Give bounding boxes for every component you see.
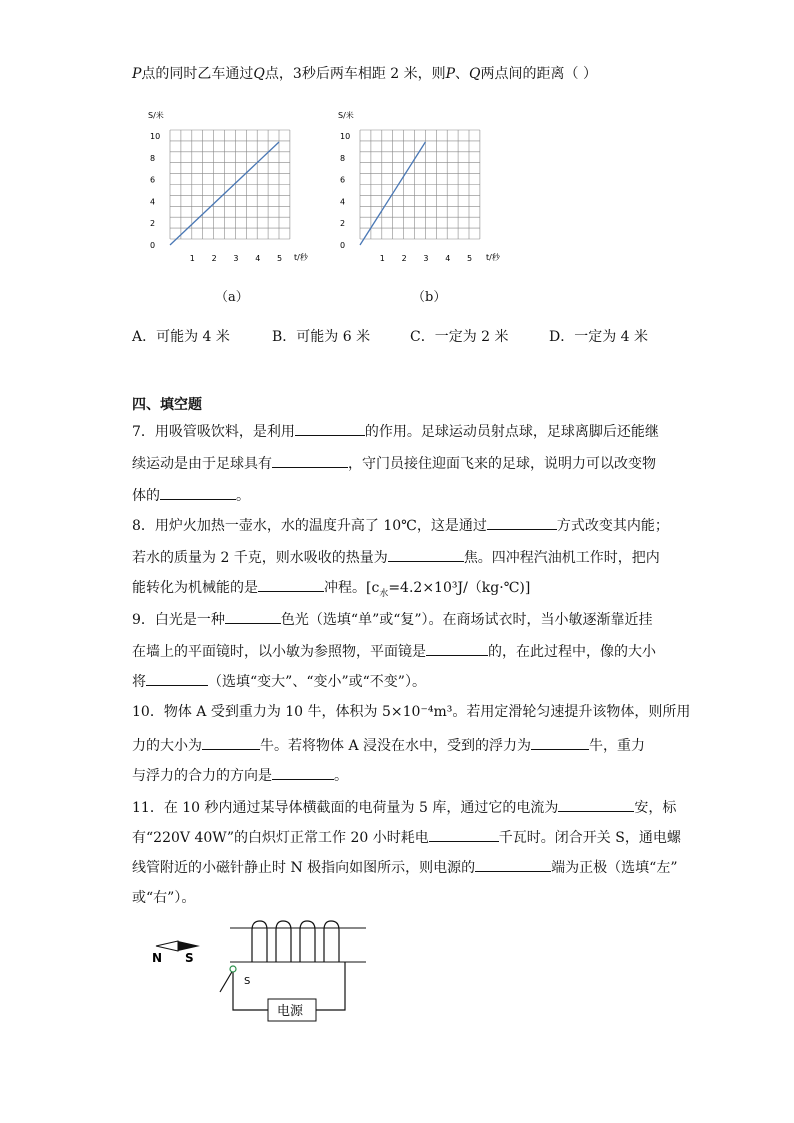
q7-blank-2[interactable] [272,452,348,468]
option-c[interactable]: C．一定为 2 米 [410,329,509,345]
graph-a-caption: （a） [215,290,249,305]
solenoid-coil [252,921,339,962]
x-tick-label: 5 [277,254,283,263]
option-a[interactable]: A．可能为 4 米 [132,329,230,345]
x-tick-label: 4 [445,254,451,263]
x-tick-label: 2 [211,254,217,263]
q11-line-1: 11．在 10 秒内通过某导体横截面的电荷量为 5 库，通过它的电流为 安，标 [132,796,676,818]
y-axis-label: S/米 [148,111,164,120]
section-title: 四、填空题 [132,397,202,413]
q7-line-3: 体的 。 [132,484,250,506]
q9-blank-1[interactable] [225,608,281,624]
q7-line-2: 续运动是由于足球具有 ，守门员接住迎面飞来的足球，说明力可以改变物 [132,452,656,474]
y-tick-label: 10 [340,132,351,141]
y-tick-label: 0 [340,241,346,250]
x-tick-label: 5 [467,254,473,263]
q8-line-2: 若水的质量为 2 千克，则水吸收的热量为 焦。四冲程汽油机工作时，把内 [132,546,660,568]
x-tick-label: 2 [401,254,407,263]
q11-blank-2[interactable] [429,826,499,842]
q7-blank-1[interactable] [295,420,365,436]
option-b[interactable]: B．可能为 6 米 [272,329,371,345]
graph-b [330,100,530,270]
y-tick-label: 8 [150,153,156,163]
graph-b-caption: （b） [412,290,447,305]
q10-line-2: 力的大小为 牛。若将物体 A 浸没在水中，受到的浮力为 牛，重力 [132,734,645,756]
q10-line-1: 10．物体 A 受到重力为 10 牛，体积为 5×10⁻⁴m³。若用定滑轮匀速提升该物体，则所用 [132,704,691,720]
y-tick-label: 2 [150,219,156,229]
x-axis-label: t/秒 [294,253,308,262]
q11-line-3: 线管附近的小磁针静止时 N 极指向如图所示，则电源的 端为正极（选填“左” [132,856,677,878]
y-axis-label: S/米 [338,111,354,120]
q8-blank-2[interactable] [388,546,464,562]
x-tick-label: 1 [189,254,195,263]
point-q: Q [253,66,265,82]
option-d[interactable]: D．一定为 4 米 [549,329,649,345]
y-tick-label: 10 [150,132,161,141]
y-tick-label: 4 [340,197,346,207]
x-axis-label: t/秒 [486,253,500,262]
q8-line-3: 能转化为机械能的是 冲程。$[c_水=4.2\times 10^3J/(kg\cdot℃)]$ [132,576,530,604]
needle-n-label: N [152,951,163,965]
switch-label: S [244,976,251,987]
q9-blank-3[interactable] [146,670,208,686]
q8-blank-1[interactable] [487,514,557,530]
q8-line-1: 8．用炉火加热一壶水，水的温度升高了 10℃，这是通过 方式改变其内能； [132,514,669,536]
x-tick-label: 1 [379,254,385,263]
y-tick-label: 6 [340,175,346,185]
q9-line-1: 9．白光是一种 色光（选填“单”或“复”）。在商场试衣时，当小敏逐渐靠近挂 [132,608,653,630]
x-tick-label: 3 [233,254,239,263]
q11-line-4: 或“右”）。 [132,890,196,906]
q10-blank-2[interactable] [531,734,589,750]
q7-line-1: 7．用吸管吸饮料，是利用 的作用。足球运动员射点球，足球离脚后还能继 [132,420,659,442]
q10-blank-1[interactable] [202,734,260,750]
circuit-diagram [140,918,380,1028]
x-tick-label: 4 [255,254,261,263]
y-tick-label: 8 [340,153,346,163]
y-tick-label: 4 [150,197,156,207]
point-p: P [132,66,142,82]
q9-line-3: 将 （选填“变大”、“变小”或“不变”）。 [132,670,426,692]
needle-n-half [156,941,178,951]
y-tick-label: 6 [150,175,156,185]
q11-blank-1[interactable] [558,796,634,812]
q10-line-3: 与浮力的合力的方向是 。 [132,764,348,786]
q10-blank-3[interactable] [272,764,334,780]
q7-blank-3[interactable] [160,484,236,500]
question-intro-line: P点的同时乙车通过Q点，3秒后两车相距 2 米，则P、Q两点间的距离（ ） [132,66,597,82]
y-tick-label: 2 [340,219,346,229]
switch-pivot[interactable] [230,966,236,972]
q11-line-2: 有“220V 40W”的白炽灯正常工作 20 小时耗电 千瓦时。闭合开关 S，通电螺 [132,826,681,848]
x-tick-label: 3 [423,254,429,263]
q11-blank-3[interactable] [475,856,551,872]
y-tick-label: 0 [150,241,156,250]
needle-s-half [178,941,200,951]
graph-a [140,100,340,270]
needle-s-label: S [185,951,194,965]
q8-blank-3[interactable] [258,576,324,592]
q9-line-2: 在墙上的平面镜时，以小敏为参照物，平面镜是 的，在此过程中，像的大小 [132,640,656,662]
q9-blank-2[interactable] [426,640,488,656]
power-source-label: 电源 [277,1004,304,1019]
